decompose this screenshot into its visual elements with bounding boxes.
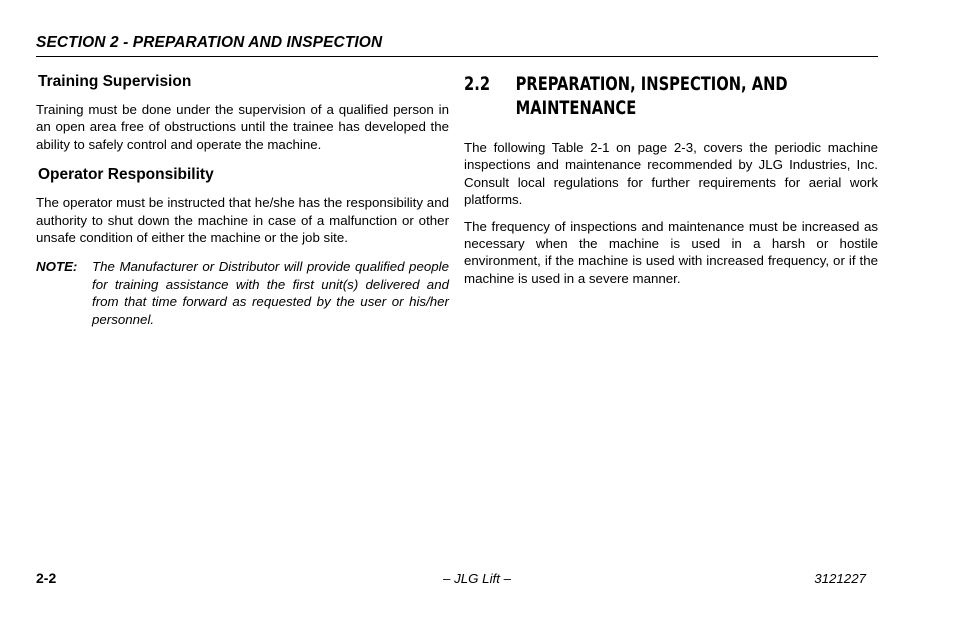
right-column [464, 72, 878, 287]
operator-responsibility-heading: Operator Responsibility [38, 166, 214, 184]
inspection-paragraph-2: The frequency of inspections and maintenance must be increased as necessary when the machine is used in a harsh or hostile environment, if the machine is used with increased frequency, or if the machine is used in a severe manner. [464, 218, 878, 286]
training-supervision-text: Training must be done under the supervision of a qualified person in an open area free of obstructions until the trainee has developed the ability to safely control and operate the machine. [36, 102, 449, 152]
note-label: NOTE: [36, 259, 78, 275]
footer-document-number: 3121227 [814, 571, 866, 586]
inspection-paragraph-1: The following Table 2-1 on page 2-3, covers the periodic machine inspections and maintenance recommended by JLG Industries, Inc. Consult local regulations for further requirements for aerial work platforms. [464, 140, 878, 208]
training-supervision-heading: Training Supervision [38, 73, 192, 90]
section-number: 2.2 [464, 73, 491, 95]
page-header [36, 34, 878, 57]
note-text: The Manufacturer or Distributor will provide qualified people for training assistance with the first unit(s) delivered and from that time forward as requested by the user or his/her personnel. [92, 259, 449, 327]
note-block [36, 258, 449, 328]
section-header-title: SECTION 2 - PREPARATION AND INSPECTION [36, 34, 383, 51]
footer-page-number: 2-2 [36, 570, 57, 586]
section-heading [464, 72, 879, 120]
operator-responsibility-text: The operator must be instructed that he/she has the responsibility and authority to shut down the machine in case of a malfunction or other unsafe condition of either the machine or the job site. [36, 195, 449, 246]
footer-center-text: – JLG Lift – [443, 571, 511, 586]
left-column [36, 72, 449, 328]
section-title: PREPARATION, INSPECTION, AND MAINTENANCE [515, 73, 788, 119]
